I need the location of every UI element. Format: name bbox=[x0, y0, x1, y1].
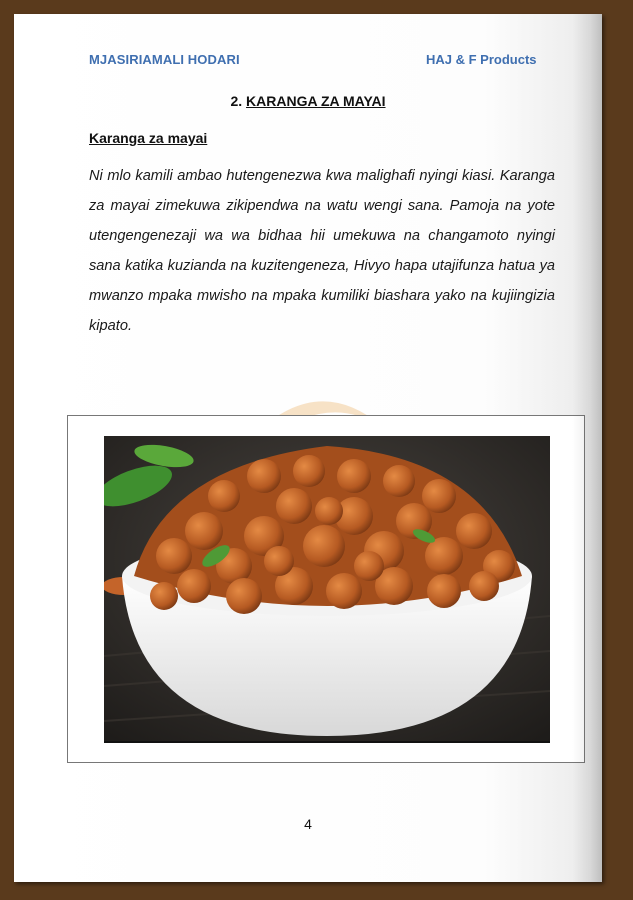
section-title: KARANGA ZA MAYAI bbox=[246, 93, 386, 109]
page-edge-shadow bbox=[572, 14, 602, 882]
snack-bowl-illustration bbox=[104, 436, 550, 741]
section-heading bbox=[14, 93, 602, 109]
sub-heading: Karanga za mayai bbox=[89, 130, 208, 146]
page-number: 4 bbox=[304, 816, 312, 832]
figure-rule bbox=[104, 741, 550, 743]
snack-bowl-photo bbox=[104, 436, 550, 741]
section-number: 2. bbox=[230, 93, 243, 109]
header-left-title: MJASIRIAMALI HODARI bbox=[89, 52, 240, 67]
header-right-brand: HAJ & F Products bbox=[426, 52, 537, 67]
body-paragraph: Ni mlo kamili ambao hutengenezwa kwa malighafi nyingi kiasi. Karanga za mayai zimekuwa zikipendwa na watu wengi sana. Pamoja na yote utengengenezaji wa wa bidhaa hii umekuwa na changamoto nyingi sana katika kuzianda na kuzitengeneza, Hivyo hapa utajifunza hatua ya mwanzo mpaka mwisho na mpaka kumiliki biashara yako na kujiingizia kipato. bbox=[89, 168, 555, 334]
document-page bbox=[14, 14, 602, 882]
figure-frame bbox=[67, 415, 585, 763]
